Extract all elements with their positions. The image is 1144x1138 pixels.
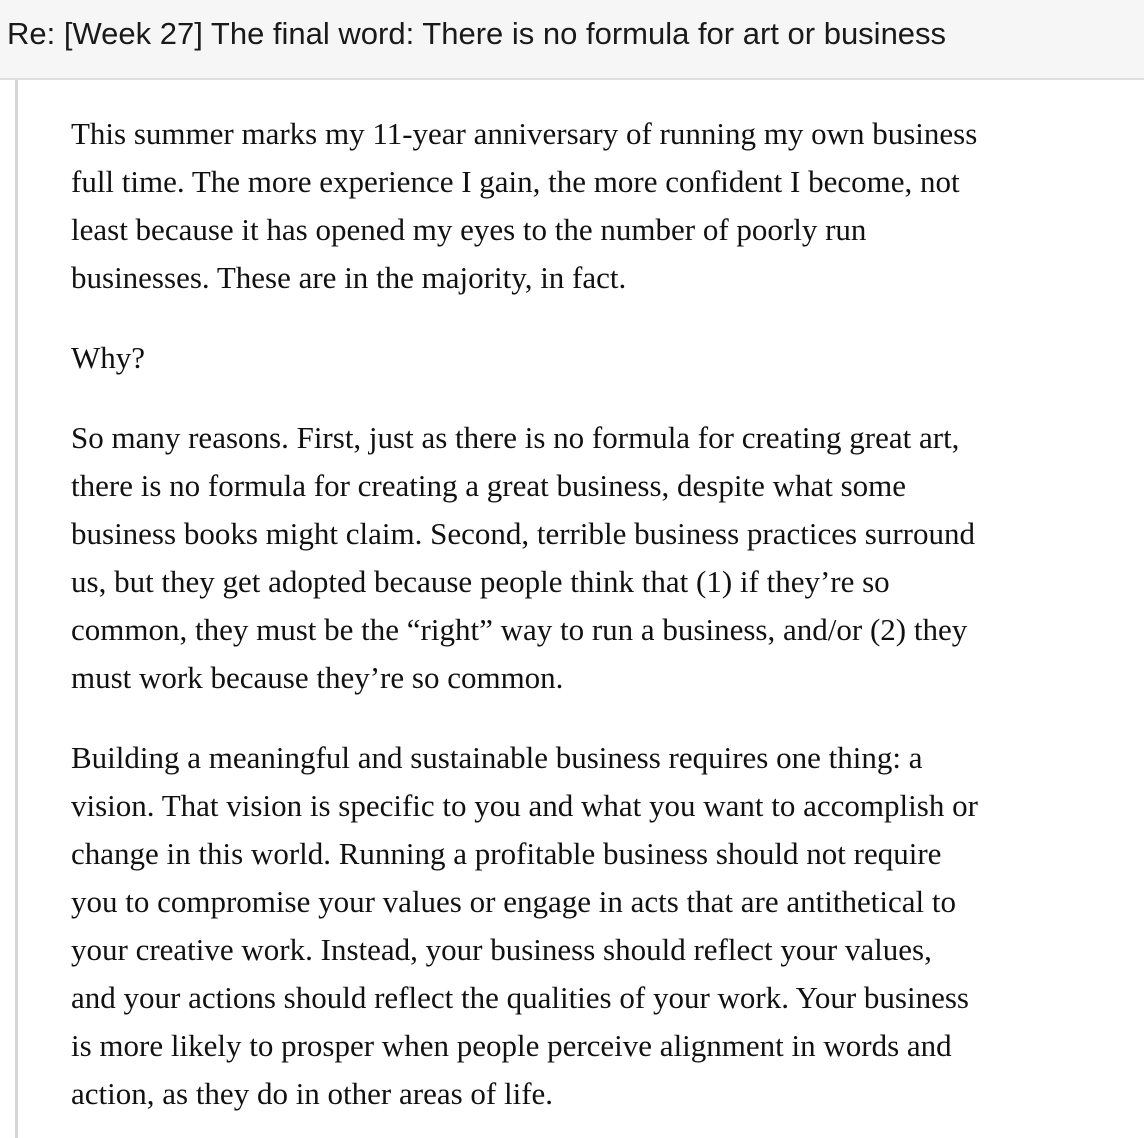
text-line: us, but they get adopted because people think that (1) if they’re so: [71, 564, 890, 599]
text-line: action, as they do in other areas of life.: [71, 1076, 554, 1111]
message-body: [71, 110, 1131, 1138]
paragraph-2: [71, 334, 1131, 382]
text-line: This summer marks my 11-year anniversary of running my own business: [71, 116, 978, 151]
paragraph-3: [71, 414, 1131, 702]
text-line: is more likely to prosper when people perceive alignment in words and: [71, 1028, 952, 1063]
text-line: you to compromise your values or engage in acts that are antithetical to: [71, 884, 956, 919]
paragraph-1: [71, 110, 1131, 302]
quote-indicator-bar: [15, 80, 18, 1138]
text-line: Building a meaningful and sustainable business requires one thing: a: [71, 740, 923, 775]
text-line: So many reasons. First, just as there is no formula for creating great art,: [71, 420, 960, 455]
text-line: businesses. These are in the majority, in fact.: [71, 260, 627, 295]
text-line: and your actions should reflect the qualities of your work. Your business: [71, 980, 970, 1015]
text-line: Why?: [71, 340, 146, 375]
text-line: business books might claim. Second, terrible business practices surround: [71, 516, 976, 551]
text-line: full time. The more experience I gain, the more confident I become, not: [71, 164, 960, 199]
text-line: there is no formula for creating a great business, despite what some: [71, 468, 907, 503]
message-subject[interactable]: Re: [Week 27] The final word: There is no formula for art or business: [7, 16, 947, 51]
text-line: common, they must be the “right” way to run a business, and/or (2) they: [71, 612, 968, 647]
text-line: change in this world. Running a profitable business should not require: [71, 836, 942, 871]
text-line: vision. That vision is specific to you and what you want to accomplish or: [71, 788, 978, 823]
text-line: must work because they’re so common.: [71, 660, 564, 695]
paragraph-4: [71, 734, 1131, 1118]
text-line: your creative work. Instead, your business should reflect your values,: [71, 932, 932, 967]
message-header: [0, 0, 1144, 80]
text-line: least because it has opened my eyes to the number of poorly run: [71, 212, 867, 247]
